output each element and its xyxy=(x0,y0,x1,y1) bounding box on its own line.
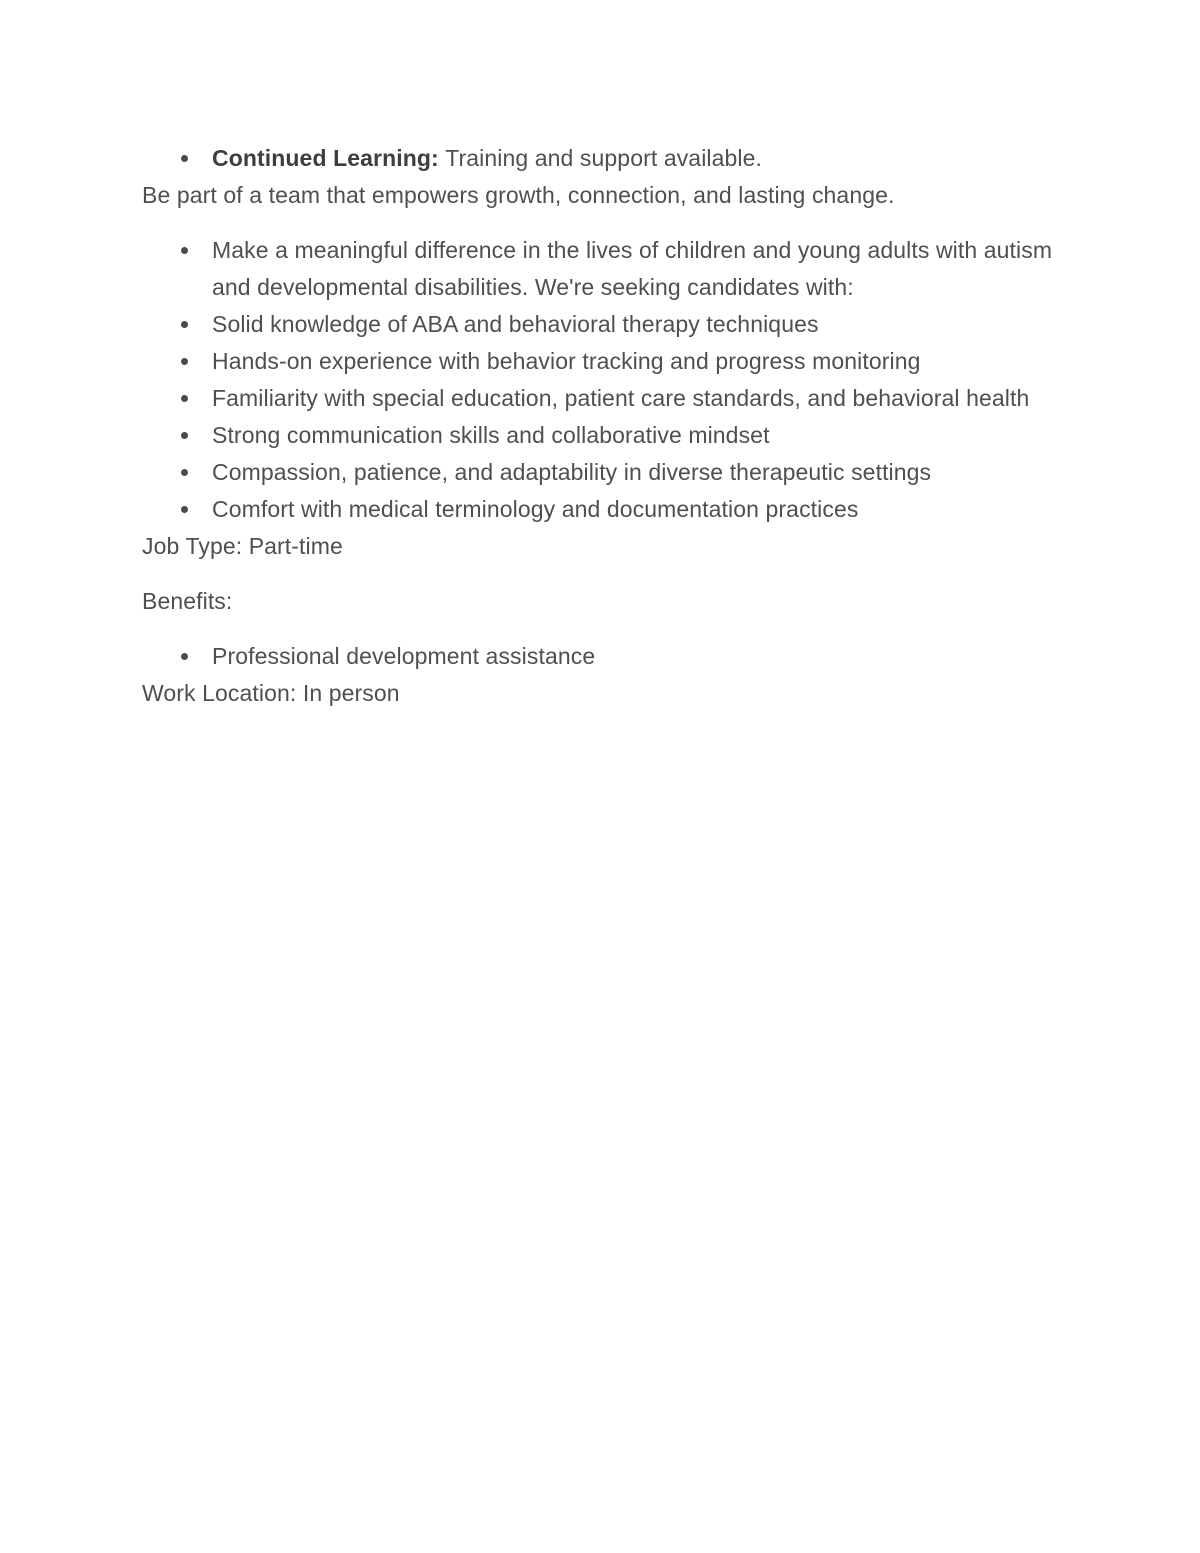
job-type-line: Job Type: Part-time xyxy=(142,533,343,559)
continued-learning-text: Training and support available. xyxy=(445,145,762,171)
list-item-continued-learning xyxy=(142,140,1054,177)
list-item: Make a meaningful difference in the lives of children and young adults with autism and developmental disabilities. We're seeking candidates with: xyxy=(142,232,1054,306)
work-location-line: Work Location: In person xyxy=(142,680,400,706)
perks-list xyxy=(142,140,1054,177)
list-item: Compassion, patience, and adaptability in diverse therapeutic settings xyxy=(142,454,1054,491)
benefits-list xyxy=(142,638,1054,675)
list-item: Hands-on experience with behavior tracking and progress monitoring xyxy=(142,343,1054,380)
list-item: Comfort with medical terminology and documentation practices xyxy=(142,491,1054,528)
continued-learning-label: Continued Learning: xyxy=(212,145,439,171)
requirements-list xyxy=(142,232,1054,528)
list-item: Professional development assistance xyxy=(142,638,1054,675)
team-paragraph: Be part of a team that empowers growth, connection, and lasting change. xyxy=(142,182,895,208)
list-item: Strong communication skills and collaborative mindset xyxy=(142,417,1054,454)
list-item: Solid knowledge of ABA and behavioral therapy techniques xyxy=(142,306,1054,343)
list-item: Familiarity with special education, patient care standards, and behavioral health xyxy=(142,380,1054,417)
benefits-heading: Benefits: xyxy=(142,588,233,614)
job-description-text xyxy=(142,140,1054,712)
